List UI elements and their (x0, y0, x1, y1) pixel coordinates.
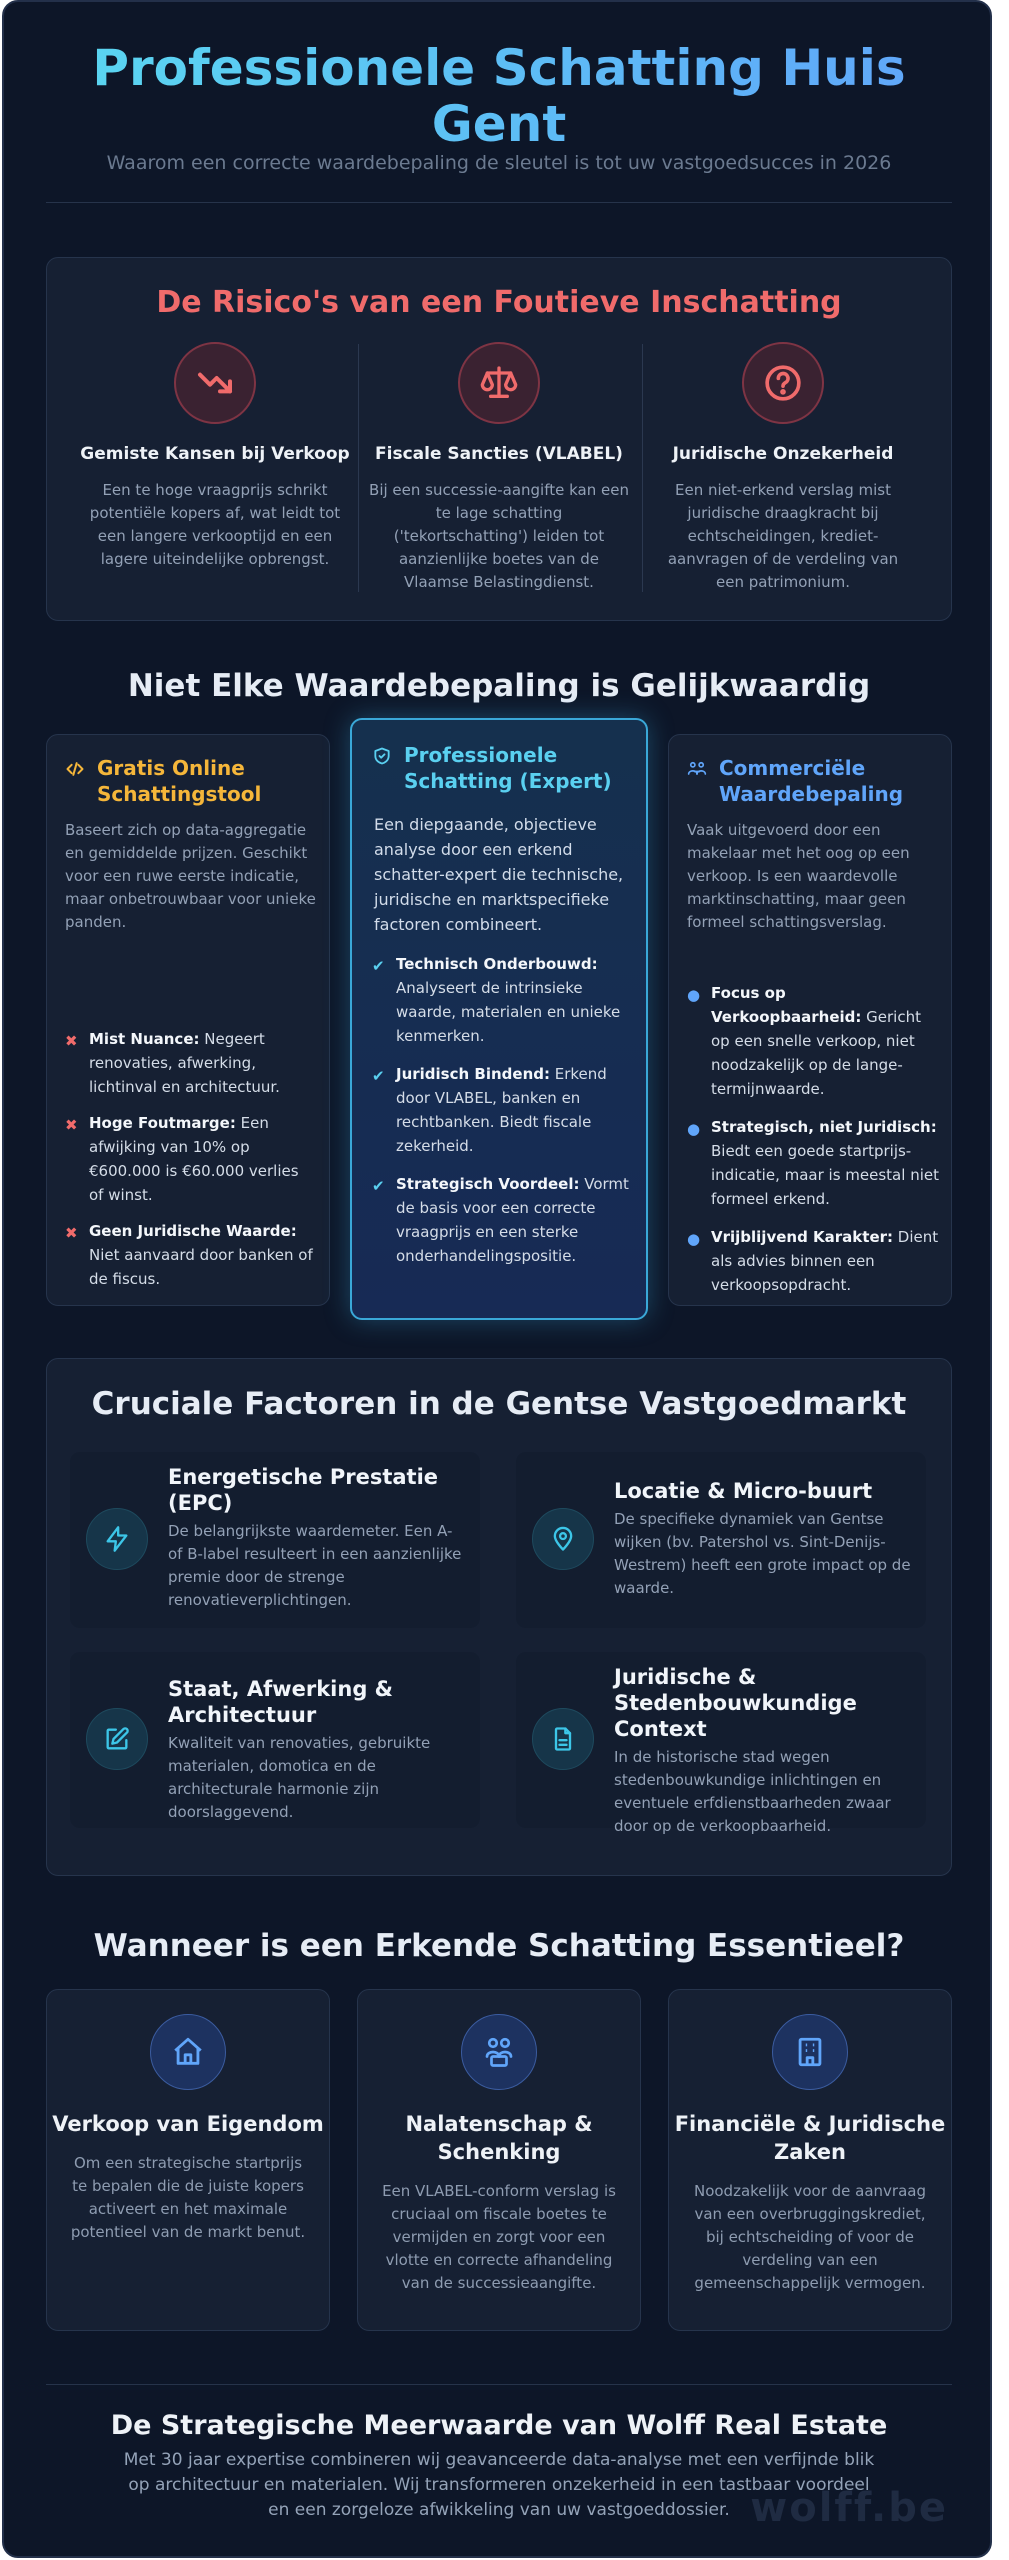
trending-down-icon (174, 342, 256, 424)
house-icon (150, 2014, 226, 2090)
when-item-sale (46, 1989, 330, 2331)
when-item-text: Noodzakelijk voor de aanvraag van een overbruggingskrediet, bij echtscheiding of voor de verdeling van een gemeenschappelijk vermogen. (693, 2182, 927, 2292)
risk-item-legal-uncertainty (642, 342, 924, 594)
card-professional-expert (350, 718, 648, 1320)
factor-text: De specifieke dynamiek van Gentse wijken (bv. Patershol vs. Sint-Denijs-Westrem) heeft een grote impact op de waarde. (614, 1510, 911, 1597)
scale-icon (458, 342, 540, 424)
factor-title: Juridische & Stedenbouwkundige Context (614, 1665, 857, 1741)
footer-divider (46, 2384, 952, 2385)
risk-text: Een niet-erkend verslag mist juridische draagkracht bij echtscheidingen, krediet-aanvragen of de verdeling van een patrimonium. (667, 481, 899, 591)
card-online-tool (46, 734, 330, 1306)
risk-title: Gemiste Kansen bij Verkoop (80, 444, 350, 464)
when-item-title: Financiële & Juridische Zaken (674, 2112, 946, 2164)
check-icon: ✔ (372, 1067, 385, 1085)
when-item-financial-legal (668, 1989, 952, 2331)
card-description: Vaak uitgevoerd door een makelaar met het oog op een verkoop. Is een waardevolle marktinschatting, maar geen formeel schattingsverslag. (687, 821, 910, 931)
factor-title: Staat, Afwerking & Architectuur (168, 1677, 393, 1727)
check-icon: ✔ (372, 1177, 385, 1195)
list-item: ✖ Hoge Foutmarge: Een afwijking van 10% op €600.000 is €60.000 verlies of winst. (65, 1111, 317, 1207)
bullet-dot-icon: ● (687, 1120, 701, 1138)
list-item: ✖ Geen Juridische Waarde: Niet aanvaard door banken of de fiscus. (65, 1219, 317, 1291)
cross-icon: ✖ (65, 1032, 78, 1050)
infographic-frame (2, 0, 992, 2558)
factor-title: Locatie & Micro-buurt (614, 1479, 873, 1503)
document-icon (532, 1708, 594, 1770)
factor-text: In de historische stad wegen stedenbouwkundige inlichtingen en eventuele erfdienstbaarheden zwaar door op de verkoopbaarheid. (614, 1748, 891, 1835)
risk-item-fiscal-sanctions (358, 342, 640, 594)
card-description: Een diepgaande, objectieve analyse door een erkend schatter-expert die technische, juridische en marktspecifieke factoren combineert. (374, 815, 624, 934)
risk-text: Bij een successie-aangifte kan een te lage schatting ('tekortschatting') leiden tot aanzienlijke boetes van de Vlaamse Belastingdienst. (369, 481, 629, 591)
cross-icon: ✖ (65, 1116, 78, 1134)
list-item: ● Vrijblijvend Karakter: Dient als advies binnen een verkoopsopdracht. (687, 1225, 939, 1297)
when-item-text: Een VLABEL-conform verslag is cruciaal om fiscale boetes te vermijden en zorgt voor een vlotte en correcte afhandeling van de successieaangifte. (382, 2182, 616, 2292)
list-item: ● Strategisch, niet Juridisch: Biedt een goede startprijs-indicatie, maar is meestal niet formeel erkend. (687, 1115, 939, 1211)
factor-location (516, 1452, 926, 1628)
factor-epc (70, 1452, 480, 1628)
factor-legal-context (516, 1652, 926, 1835)
when-item-title: Nalatenschap & Schenking (405, 2112, 593, 2164)
list-item: ✖ Mist Nuance: Negeert renovaties, afwerking, lichtinval en architectuur. (65, 1027, 317, 1099)
question-circle-icon (742, 342, 824, 424)
family-icon (461, 2014, 537, 2090)
factor-text: De belangrijkste waardemeter. Een A- of B-label resulteert in een aanzienlijke premie door de strenge renovatieverplichtingen. (168, 1522, 462, 1609)
bullet-dot-icon: ● (687, 986, 701, 1004)
list-item: ● Focus op Verkoopbaarheid: Gericht op een snelle verkoop, niet noodzakelijk op de lange-termijnwaarde. (687, 981, 939, 1101)
page-subtitle: Waarom een correcte waardebepaling de sleutel is tot uw vastgoedsucces in 2026 (106, 152, 892, 174)
watermark-logo: wolff.be (750, 2485, 948, 2531)
risk-title: Fiscale Sancties (VLABEL) (375, 444, 623, 464)
shield-icon (372, 746, 392, 770)
factor-title: Energetische Prestatie (EPC) (168, 1465, 439, 1515)
list-item: ✔ Juridisch Bindend: Erkend door VLABEL, banken en rechtbanken. Biedt fiscale zekerheid. (372, 1062, 636, 1158)
factors-title: Cruciale Factoren in de Gentse Vastgoedmarkt (91, 1386, 907, 1422)
lightning-icon (86, 1508, 148, 1570)
risk-title: Juridische Onzekerheid (672, 444, 894, 464)
list-item: ✔ Technisch Onderbouwd: Analyseert de intrinsieke waarde, materialen en unieke kenmerken. (372, 952, 636, 1048)
code-icon (65, 759, 85, 783)
bullet-dot-icon: ● (687, 1230, 701, 1248)
card-title: Commerciële Waardebepaling (719, 756, 904, 806)
risks-title: De Risico's van een Foutieve Inschatting (156, 285, 842, 320)
page-title: Professionele Schatting Huis Gent (44, 40, 954, 152)
when-item-title: Verkoop van Eigendom (52, 2112, 324, 2136)
card-commercial-valuation (668, 734, 952, 1306)
building-icon (772, 2014, 848, 2090)
risk-item-missed-opportunities (74, 342, 356, 571)
footer-title: De Strategische Meerwaarde van Wolff Real Estate (110, 2410, 888, 2441)
location-pin-icon (532, 1508, 594, 1570)
header-divider (46, 202, 952, 203)
factor-text: Kwaliteit van renovaties, gebruikte materialen, domotica en de architecturale harmonie zijn doorslaggevend. (168, 1734, 431, 1821)
cross-icon: ✖ (65, 1224, 78, 1242)
edit-icon (86, 1708, 148, 1770)
when-item-text: Om een strategische startprijs te bepalen die de juiste kopers activeert en het maximale potentieel van de markt benut. (70, 2154, 306, 2241)
card-description: Baseert zich op data-aggregatie en gemiddelde prijzen. Geschikt voor een ruwe eerste indicatie, maar onbetrouwbaar voor unieke panden. (65, 821, 316, 931)
footer-text: Met 30 jaar expertise combineren wij geavanceerde data-analyse met een verfijnde blik op architectuur en materialen. Wij transformeren onzekerheid in een tastbaar voordeel en een zorgeloze afwikkeling van uw vastgoeddossier. (123, 2450, 875, 2520)
handshake-icon (687, 759, 707, 783)
list-item: ✔ Strategisch Voordeel: Vormt de basis voor een correcte vraagprijs en een sterke onderhandelingspositie. (372, 1172, 636, 1268)
risk-text: Een te hoge vraagprijs schrikt potentiële kopers af, wat leidt tot een langere verkooptijd en een lagere uiteindelijke opbrengst. (89, 481, 341, 568)
factor-condition (70, 1652, 480, 1828)
check-icon: ✔ (372, 957, 385, 975)
card-title: Gratis Online Schattingstool (97, 756, 262, 806)
comparison-title: Niet Elke Waardebepaling is Gelijkwaardig (127, 668, 871, 704)
when-item-inheritance (357, 1989, 641, 2331)
when-title: Wanneer is een Erkende Schatting Essentieel? (93, 1928, 905, 1964)
card-title: Professionele Schatting (Expert) (404, 743, 612, 793)
